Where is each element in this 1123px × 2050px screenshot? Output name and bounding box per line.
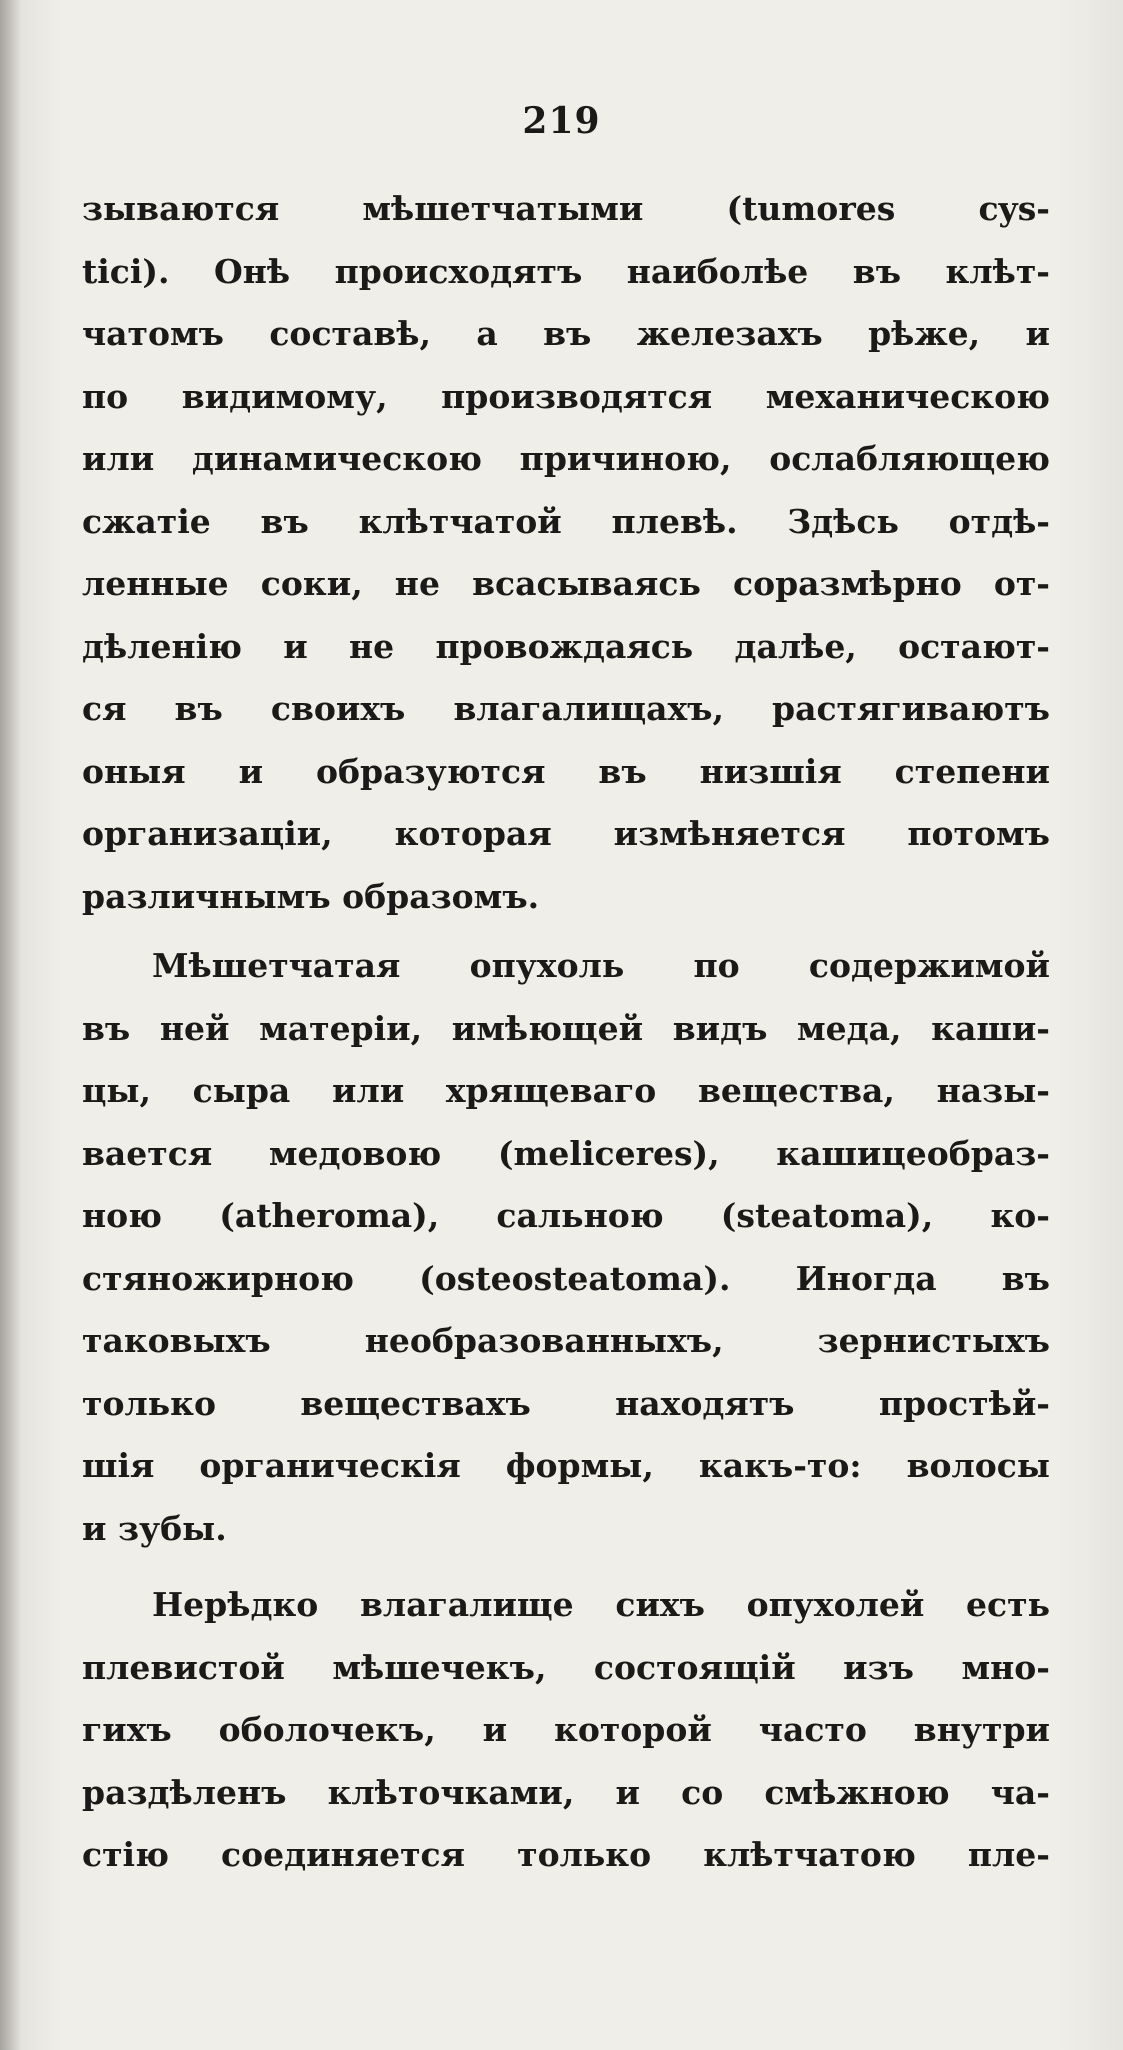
text-line: гихъ оболочекъ, и которой часто внутри xyxy=(82,1710,1050,1749)
text-line: организаціи, которая измѣняется потомъ xyxy=(82,814,1050,853)
text-line: ся въ своихъ влагалищахъ, растягиваютъ xyxy=(82,689,1050,728)
text-line: tici). Онѣ происходятъ наиболѣе въ клѣт- xyxy=(82,251,1050,291)
text-line: стію соединяется только клѣтчатою пле- xyxy=(82,1835,1050,1874)
paragraph-3 xyxy=(82,1574,1050,1887)
body-text xyxy=(82,178,1050,1887)
text-line: вается медовою (meliceres), кашицеобраз- xyxy=(82,1133,1050,1173)
text-line: оныя и образуются въ низшія степени xyxy=(82,751,1050,791)
text-line: различнымъ образомъ. xyxy=(82,876,540,916)
text-line: только веществахъ находятъ простѣй- xyxy=(82,1383,1050,1423)
text-line: или динамическою причиною, ослабляющею xyxy=(82,439,1050,478)
text-line: въ ней матеріи, имѣющей видъ меда, каши- xyxy=(82,1008,1050,1048)
text-line: ною (atheroma), сальною (steatoma), ко- xyxy=(82,1196,1050,1235)
text-line: Мѣшетчатая опухоль по содержимой xyxy=(152,946,1050,985)
gutter-shadow xyxy=(0,0,22,2050)
text-line: и зубы. xyxy=(82,1508,227,1548)
text-line: Нерѣдко влагалище сихъ опухолей есть xyxy=(152,1585,1050,1624)
text-line: цы, сыра или хрящеваго вещества, назы- xyxy=(82,1071,1050,1110)
text-line: плевистой мѣшечекъ, состоящій изъ мно- xyxy=(82,1647,1050,1687)
text-line: ленные соки, не всасываясь соразмѣрно от- xyxy=(82,564,1050,603)
text-line: по видимому, производятся механическою xyxy=(82,376,1050,416)
text-line: чатомъ составѣ, а въ железахъ рѣже, и xyxy=(82,314,1050,353)
text-line: зываются мѣшетчатыми (tumores cys- xyxy=(82,189,1050,228)
text-line: дѣленію и не провождаясь далѣе, остают- xyxy=(82,626,1050,666)
page-number: 219 xyxy=(522,100,601,142)
text-line: таковыхъ необразованныхъ, зернистыхъ xyxy=(82,1321,1050,1360)
text-line: стяножирною (osteosteatoma). Иногда въ xyxy=(82,1258,1050,1298)
paragraph-1 xyxy=(82,178,1050,928)
text-line: сжатіе въ клѣтчатой плевѣ. Здѣсь отдѣ- xyxy=(82,501,1050,541)
text-line: шія органическія формы, какъ-то: волосы xyxy=(82,1446,1050,1485)
paragraph-2 xyxy=(82,935,1050,1560)
text-line: раздѣленъ клѣточками, и со смѣжною ча- xyxy=(82,1772,1050,1812)
